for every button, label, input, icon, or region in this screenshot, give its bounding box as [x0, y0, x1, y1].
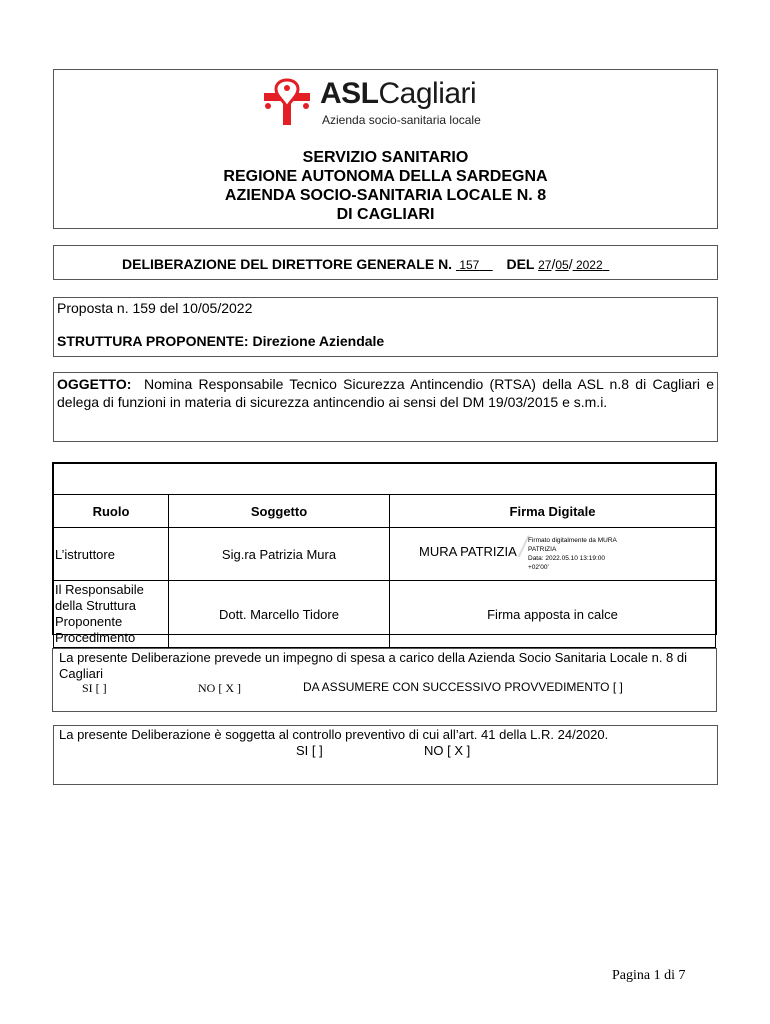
table-row — [54, 528, 716, 581]
ruolo-cell: L’istruttore — [54, 528, 169, 581]
signature-mark: / — [519, 531, 528, 564]
roles-table — [52, 462, 717, 645]
deliberazione-line: DELIBERAZIONE DEL DIRETTORE GENERALE N. 157 DEL 27/05/ 2022 — [122, 256, 609, 272]
date-year: 2022 — [575, 258, 603, 272]
table-title-row — [54, 464, 716, 495]
digital-signature-stamp: Firmato digitalmente da MURA PATRIZIA Data: 2022.05.10 13:19:00 +02'00' — [528, 537, 617, 571]
controllo-text: La presente Deliberazione è soggetta al controllo preventivo di cui all’art. 41 della L.R. 24/2020. — [59, 727, 609, 742]
impegno-no-checkbox: NO [ X ] — [198, 681, 241, 695]
date-day: 27 — [538, 258, 552, 272]
asl-logo-icon — [262, 75, 312, 129]
date-month: 05 — [555, 258, 569, 272]
header-ruolo: Ruolo — [54, 495, 169, 528]
header-line: SERVIZIO SANITARIO — [302, 149, 469, 166]
table-header-row — [54, 495, 716, 528]
header-line: REGIONE AUTONOMA DELLA SARDEGNA — [223, 168, 548, 185]
header-line: DI CAGLIARI — [336, 206, 435, 223]
oggetto-body: Nomina Responsabile Tecnico Sicurezza Antincendio (RTSA) della ASL n.8 di Cagliari e delega di funzioni in materia di sicurezza antincendio ai sensi del DM 19/03/2015 e s.m.i. — [57, 376, 715, 410]
asl-cagliari-logo — [262, 75, 502, 131]
logo-name: ASLCagliari — [320, 77, 477, 110]
struttura-proponente: STRUTTURA PROPONENTE: Direzione Aziendale — [57, 333, 385, 349]
header-titles — [53, 148, 718, 224]
oggetto-text — [57, 375, 714, 411]
controllo-no-checkbox: NO [ X ] — [424, 743, 471, 758]
header-soggetto: Soggetto — [169, 495, 390, 528]
soggetto-cell: Sig.ra Patrizia Mura — [169, 528, 390, 581]
oggetto-label: OGGETTO: — [57, 376, 132, 392]
controllo-si-checkbox: SI [ ] — [296, 743, 323, 758]
firma-cell: Firma apposta in calce — [390, 581, 716, 648]
logo-subtitle: Azienda socio-sanitaria locale — [322, 113, 481, 127]
del-label: DEL — [506, 256, 535, 272]
deliberazione-label: DELIBERAZIONE DEL DIRETTORE GENERALE N. — [122, 256, 453, 272]
page-number: Pagina 1 di 7 — [612, 968, 686, 983]
firma-cell — [390, 528, 716, 581]
signer-name: MURA PATRIZIA — [419, 544, 517, 559]
header-firma: Firma Digitale — [390, 495, 716, 528]
deliberazione-number: 157 — [459, 258, 480, 272]
header-line: AZIENDA SOCIO-SANITARIA LOCALE N. 8 — [224, 187, 547, 204]
table-row — [54, 581, 716, 648]
impegno-da-assumere: DA ASSUMERE CON SUCCESSIVO PROVVEDIMENTO [ ] — [303, 680, 623, 694]
soggetto-cell: Dott. Marcello Tidore — [169, 581, 390, 648]
impegno-si-checkbox: SI [ ] — [82, 681, 107, 695]
impegno-text: La presente Deliberazione prevede un impegno di spesa a carico della Azienda Socio Sanitaria Locale n. 8 di Cagliari — [59, 650, 688, 681]
proposta-text: Proposta n. 159 del 10/05/2022 — [57, 300, 253, 316]
ruolo-cell: Il Responsabile della Struttura Proponente Procedimento — [54, 581, 169, 648]
